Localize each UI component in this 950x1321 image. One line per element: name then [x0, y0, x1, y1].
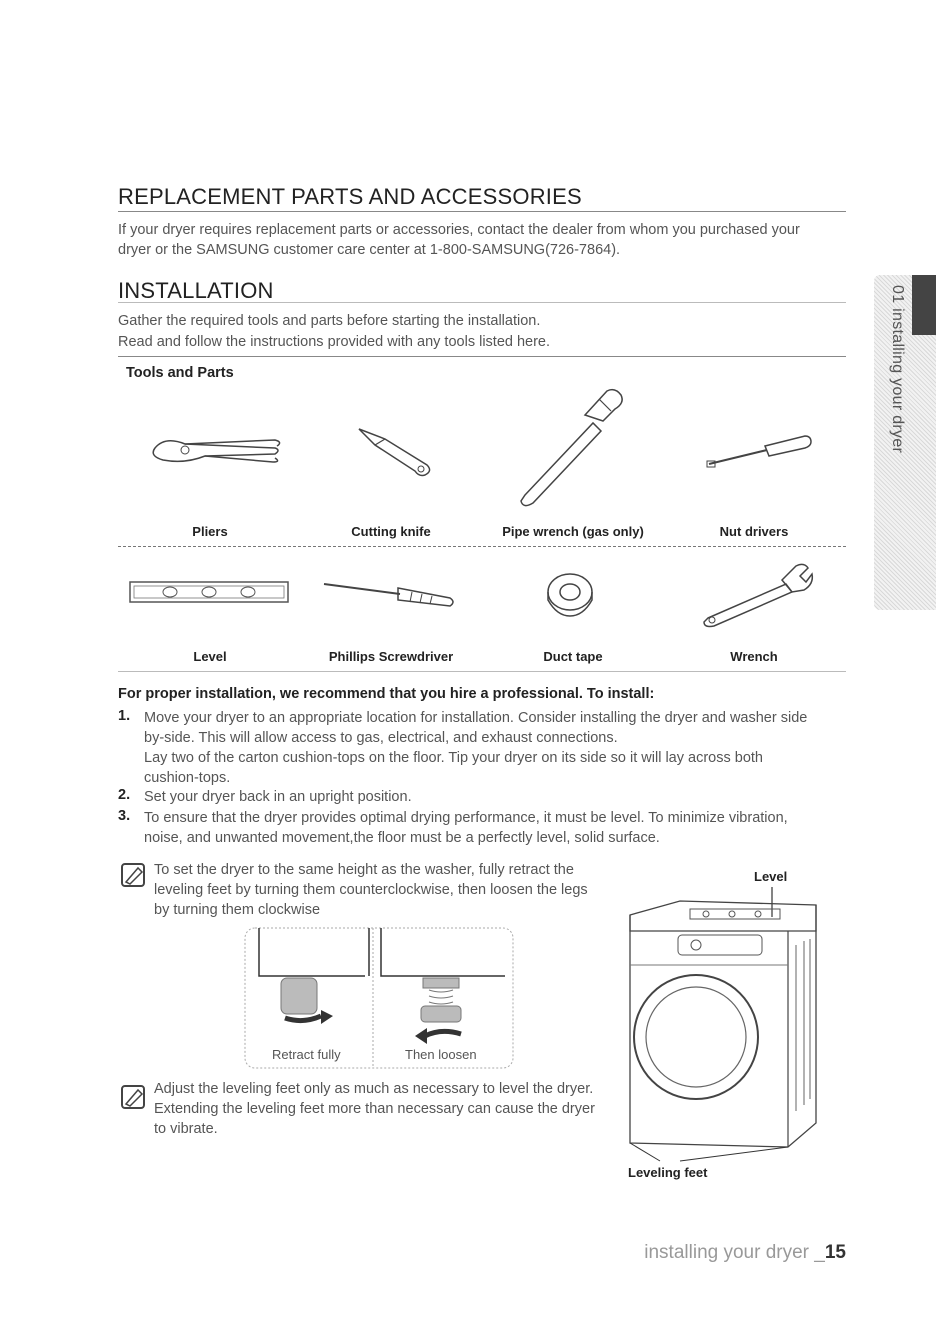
section-rule [118, 302, 846, 303]
nut-driver-icon [705, 430, 815, 470]
installation-text-line: Read and follow the instructions provided with any tools listed here. [118, 334, 551, 350]
replacement-text-line: dryer or the SAMSUNG customer care center at 1-800-SAMSUNG(726-7864). [118, 242, 621, 258]
step-text [144, 808, 834, 848]
replacement-text-line: If your dryer requires replacement parts or accessories, contact the dealer from whom you purchased your [118, 222, 800, 238]
tool-label-wrench: Wrench [730, 649, 778, 664]
step-line: by-side. This will allow access to gas, electrical, and exhaust connections. [144, 730, 618, 746]
tool-label-pipe-wrench: Pipe wrench (gas only) [502, 524, 644, 539]
level-icon [128, 578, 290, 606]
step-line: Move your dryer to an appropriate location for installation. Consider installing the dryer and washer side [144, 710, 808, 726]
tools-dash-divider [118, 546, 846, 547]
tools-heading: Tools and Parts [126, 365, 234, 381]
phillips-screwdriver-icon [322, 578, 457, 610]
step-number: 3. [118, 808, 131, 824]
level-callout-label: Level [754, 869, 788, 884]
step-number: 1. [118, 708, 131, 724]
note-line: To set the dryer to the same height as the washer, fully retract the [154, 862, 574, 878]
section-heading-replacement: REPLACEMENT PARTS AND ACCESSORIES [118, 184, 582, 209]
chapter-side-tab-marker [912, 275, 936, 335]
tools-bottom-rule [118, 671, 846, 672]
chapter-side-tab-label: 01 installing your dryer [889, 285, 906, 454]
duct-tape-icon [545, 572, 595, 618]
note-text-1 [154, 860, 624, 920]
installation-text [118, 311, 858, 353]
section-heading-installation: INSTALLATION [118, 278, 274, 303]
tool-label-phillips-screwdriver: Phillips Screwdriver [328, 649, 454, 664]
step-line: Lay two of the carton cushion-tops on the floor. Tip your dryer on its side so it will lay across both [144, 750, 763, 766]
step-line: To ensure that the dryer provides optimal drying performance, it must be level. To minimize vibration, [144, 810, 788, 826]
note-icon [120, 1084, 148, 1110]
dryer-illustration [620, 885, 820, 1160]
note-line: leveling feet by turning them counterclockwise, then loosen the legs [154, 882, 588, 898]
step-line: noise, and unwanted movement,the floor must be a perfectly level, solid surface. [144, 830, 660, 846]
then-loosen-label: Then loosen [405, 1047, 477, 1062]
step-line: Set your dryer back in an upright position. [144, 789, 412, 805]
installation-text-line: Gather the required tools and parts before starting the installation. [118, 313, 541, 329]
tool-label-pliers: Pliers [192, 524, 228, 539]
replacement-text [118, 220, 858, 260]
step-text [144, 708, 834, 788]
cutting-knife-icon [355, 425, 435, 480]
pipe-wrench-icon [515, 385, 630, 510]
retract-fully-label: Retract fully [272, 1047, 341, 1062]
pliers-icon [145, 430, 285, 470]
page-footer [644, 1242, 846, 1264]
page-number: 15 [824, 1242, 846, 1263]
step-line: cushion-tops. [144, 770, 231, 786]
step-text [144, 787, 834, 807]
note-line: Adjust the leveling feet only as much as necessary to level the dryer. [154, 1081, 594, 1097]
note-line: by turning them clockwise [154, 902, 321, 918]
tools-top-rule [118, 356, 846, 357]
wrench-icon [700, 562, 815, 630]
tool-label-nut-drivers: Nut drivers [719, 524, 789, 539]
tool-label-level: Level [193, 649, 227, 664]
note-line: to vibrate. [154, 1121, 218, 1137]
section-rule [118, 211, 846, 212]
note-icon [120, 862, 148, 888]
note-line: Extending the leveling feet more than necessary can cause the dryer [154, 1101, 595, 1117]
note-text-2 [154, 1079, 624, 1139]
tool-label-cutting-knife: Cutting knife [351, 524, 431, 539]
tool-label-duct-tape: Duct tape [543, 649, 603, 664]
step-number: 2. [118, 787, 131, 803]
procedure-heading: For proper installation, we recommend that you hire a professional. To install: [118, 686, 655, 702]
leveling-feet-callout-label: Leveling feet [628, 1165, 708, 1180]
footer-text: installing your dryer _ [644, 1242, 825, 1263]
